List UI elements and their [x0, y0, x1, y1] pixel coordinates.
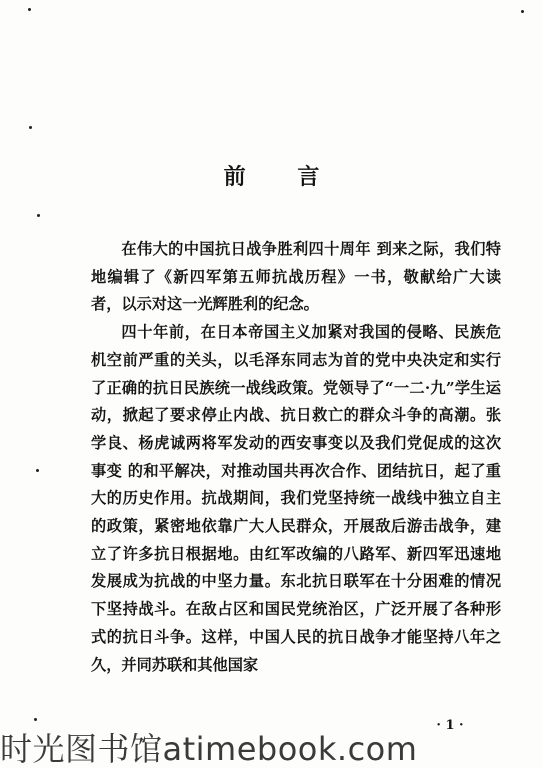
- page-number: · 1 ·: [436, 718, 464, 733]
- watermark-text: 时光图书馆atimebook.com: [0, 730, 418, 768]
- scan-speck: [29, 126, 32, 129]
- page-title: 前 言: [223, 164, 342, 190]
- scan-speck: [521, 10, 524, 13]
- paragraph-1: 在伟大的中国抗日战争胜利四十周年 到来之际，我们特地编辑了《新四军第五师抗战历程》一书，敬献给广大读者，以示对这一光辉胜利的纪念。: [91, 240, 501, 314]
- scan-speck: [28, 8, 31, 11]
- scan-speck: [34, 718, 37, 721]
- paragraph-2: 四十年前，在日本帝国主义加紧对我国的侵略、民族危机空前严重的关头，以毛泽东同志为首的党中央决定和实行了正确的抗日民族统一战线政策。党领导了“一二·九”学生运动，掀起了要求停止内战、抗日救亡的群众斗争的高潮。张学良、杨虎诚两将军发动的西安事变以及我们党促成的这次事变 的和平解决，对推动国共再次合作、团结抗日，起了重大的历史作用。抗战期间，我们党坚持统一战线中独立自主的政策，紧密地依靠广大人民群众，开展敌后游击战争，建立了许多抗日根据地。由红军改编的八路军、新四军迅速地发展成为抗战的中坚力量。东北抗日联军在十分困难的情况下坚持战斗。在敌占区和国民党统治区，广泛开展了各种形式的抗日斗争。这样，中国人民的抗日战争才能坚持八年之久，并同苏联和其他国家: [91, 323, 501, 674]
- body-text: [91, 236, 501, 679]
- scan-speck: [36, 469, 39, 472]
- scan-speck: [37, 214, 40, 217]
